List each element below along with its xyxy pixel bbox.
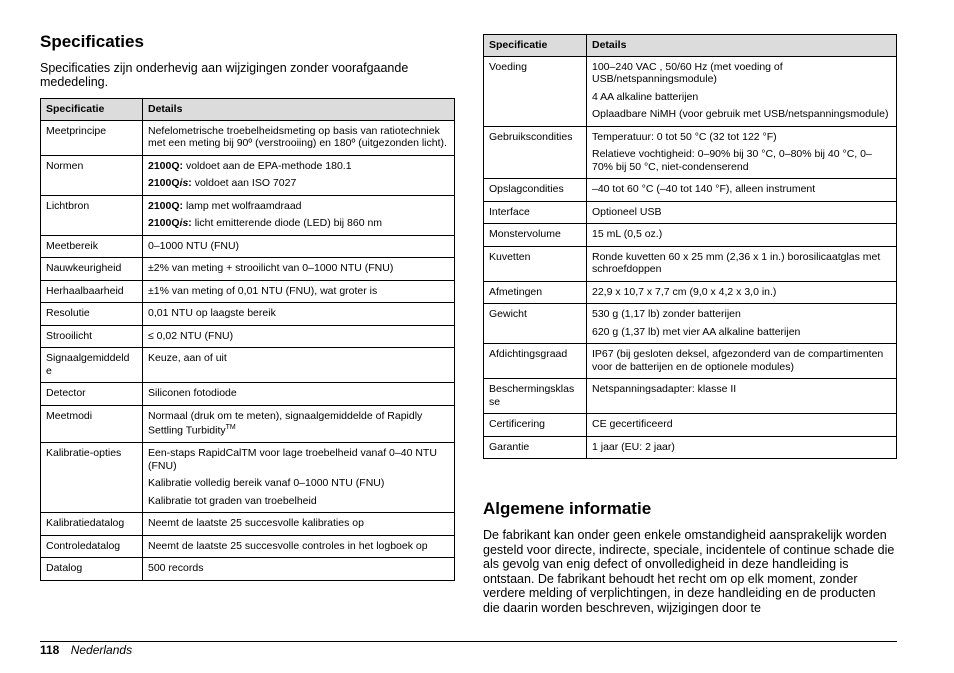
table-row [41,405,455,443]
spec-details [143,348,455,383]
table-header-row [484,35,897,57]
spec-details [143,235,455,258]
detail-line [592,286,892,299]
table-row [484,281,897,304]
spec-table-right [483,34,897,459]
footer-language: Nederlands [70,643,133,657]
detail-text: Relatieve vochtigheid: 0–90% bij 30 °C, 0–80% bij 40 °C, 0–70% bij 50 °C, niet-condenserend [592,148,872,173]
spec-name: Gebruikscondities [484,126,587,179]
spec-name: Kalibratiedatalog [41,513,143,536]
header-spec: Specificatie [484,35,587,57]
detail-text: Temperatuur: 0 tot 50 °C (32 tot 122 °F) [592,130,777,143]
table-row [41,443,455,513]
spec-name: Nauwkeurigheid [41,258,143,281]
footer-divider [40,641,897,642]
detail-text: 530 g (1,17 lb) zonder batterijen [592,308,741,320]
spec-details [143,155,455,195]
detail-text: 1 jaar (EU: 2 jaar) [592,440,675,453]
spec-details [587,379,897,414]
table-row [484,56,897,126]
spec-details [587,179,897,202]
table-row [484,414,897,437]
detail-line [148,160,450,173]
table-header-row [41,99,455,121]
spec-name: Certificering [484,414,587,437]
detail-text: voldoet aan ISO 7027 [191,177,297,189]
model-label: 2100Q: [148,199,184,212]
model-suffix: is [179,177,189,189]
detail-text: 22,9 x 10,7 x 7,7 cm (9,0 x 4,2 x 3,0 in.) [592,285,777,298]
detail-line [592,91,892,104]
spec-name: Voeding [484,56,587,126]
detail-text: Siliconen fotodiode [148,387,237,399]
detail-text: Keuze, aan of uit [148,352,227,364]
spec-details [587,56,897,126]
detail-line [148,517,450,530]
section-title-general: Algemene informatie [483,499,652,518]
detail-line [592,206,892,219]
detail-text: Nefelometrische troebelheidsmeting op basis van ratiotechniek met een meting bij 90º (verstrooiing) en 180º (uitgezonden licht). [148,124,447,149]
spec-name: Kuvetten [484,246,587,281]
model-suffix: is [179,217,189,229]
detail-line [592,61,892,86]
detail-text: lamp met wolfraamdraad [183,199,302,212]
trademark-mark: TM [225,424,236,431]
table-row [41,120,455,155]
detail-line [592,326,892,339]
spec-details [143,383,455,406]
detail-text: Normaal (druk om te meten), signaalgemiddelde of Rapidly Settling Turbidity [148,409,423,437]
table-row [41,383,455,406]
page-title: Specificaties [40,32,144,51]
spec-details [587,281,897,304]
table-row [484,344,897,379]
table-row [41,280,455,303]
table-row [41,535,455,558]
detail-line [148,217,450,230]
spec-details [143,443,455,513]
general-info-text: De fabrikant kan onder geen enkele omstandigheid aansprakelijk worden gesteld voor directe, indirecte, speciale, incidentele of continue schade die als gevolg van enig defect of onvolledigheid in deze handleiding is ontstaan. De fabrikant behoudt het recht om op elk moment, zonder verdere melding of verplichtingen, in deze handleiding en de producten die daarin worden beschreven, wijzigingen door te [483,528,895,615]
table-row [484,436,897,459]
table-row [484,304,897,344]
table-row [41,155,455,195]
spec-name: Meetprincipe [41,120,143,155]
spec-name: Meetbereik [41,235,143,258]
spec-details [143,120,455,155]
detail-line [148,562,450,575]
spec-name: Herhaalbaarheid [41,280,143,303]
spec-details [143,258,455,281]
spec-name: Interface [484,201,587,224]
table-row [41,195,455,235]
detail-line [148,285,450,298]
model-colon: : [188,177,192,189]
detail-line [148,177,450,190]
spec-details [587,224,897,247]
spec-name: Kalibratie-opties [41,443,143,513]
spec-details [587,201,897,224]
detail-text: 15 mL (0,5 oz.) [592,228,663,240]
spec-name: Detector [41,383,143,406]
spec-name: Signaalgemiddeld e [41,348,143,383]
header-details: Details [143,99,455,121]
detail-text: Ronde kuvetten 60 x 25 mm (2,36 x 1 in.) borosilicaatglas met schroefdoppen [592,250,881,275]
footer [40,643,132,657]
header-spec: Specificatie [41,99,143,121]
detail-line [148,200,450,213]
detail-line [148,387,450,400]
detail-line [592,228,892,241]
table-row [484,246,897,281]
detail-line [592,251,892,276]
detail-text: 500 records [148,562,204,574]
detail-text: Kalibratie volledig bereik vanaf 0–1000 NTU (FNU) [148,477,385,489]
detail-text: licht emitterende diode (LED) bij 860 nm [191,217,383,229]
detail-line [148,447,450,472]
detail-text: IP67 (bij gesloten deksel, afgezonderd van de compartimenten voor de batterijen en de optionele modules) [592,348,884,373]
header-details: Details [587,35,897,57]
detail-text: CE gecertificeerd [592,418,673,430]
model-label: 2100Q [148,177,180,189]
table-row [41,235,455,258]
table-row [484,379,897,414]
spec-name: Lichtbron [41,195,143,235]
spec-details [587,304,897,344]
spec-details [143,535,455,558]
detail-line [148,262,450,275]
detail-text: Optioneel USB [592,205,662,218]
table-row [41,303,455,326]
table-row [41,513,455,536]
detail-line [148,330,450,343]
detail-line [592,148,892,173]
spec-name: Garantie [484,436,587,459]
detail-line [592,183,892,196]
detail-line [592,441,892,454]
detail-text: 0–1000 NTU (FNU) [148,239,240,252]
spec-details [143,280,455,303]
spec-name: Opslagcondities [484,179,587,202]
detail-text: 620 g (1,37 lb) met vier AA alkaline batterijen [592,325,801,338]
detail-text: 0,01 NTU op laagste bereik [148,307,276,319]
table-row [484,201,897,224]
model-label: 2100Q: [148,159,184,172]
page-number: 118 [40,643,60,657]
model-colon: : [188,217,192,229]
spec-name: Controledatalog [41,535,143,558]
spec-details [143,405,455,443]
detail-line [592,348,892,373]
table-row [484,224,897,247]
detail-text: Een-staps RapidCalTM voor lage troebelheid vanaf 0–40 NTU (FNU) [148,447,437,472]
detail-line [148,495,450,508]
spec-details [587,126,897,179]
detail-line [592,131,892,144]
spec-name: Afdichtingsgraad [484,344,587,379]
detail-text: Kalibratie tot graden van troebelheid [148,494,317,507]
spec-details [587,344,897,379]
detail-line [148,540,450,553]
detail-line [592,108,892,121]
spec-details [143,558,455,581]
spec-name: Datalog [41,558,143,581]
table-row [41,558,455,581]
spec-details [143,303,455,326]
detail-line [592,308,892,321]
table-row [41,348,455,383]
detail-line [592,383,892,396]
detail-line [148,410,450,438]
spec-name: Resolutie [41,303,143,326]
detail-text: Netspanningsadapter: klasse II [592,383,737,395]
table-row [41,325,455,348]
spec-name: Strooilicht [41,325,143,348]
spec-name: Normen [41,155,143,195]
spec-details [143,325,455,348]
intro-text: Specificaties zijn onderhevig aan wijzigingen zonder voorafgaande mededeling. [40,61,409,89]
spec-details [587,436,897,459]
model-label: 2100Q [148,217,180,229]
detail-text: ±1% van meting of 0,01 NTU (FNU), wat groter is [148,284,378,297]
detail-text: Neemt de laatste 25 succesvolle controles in het logboek op [148,539,428,552]
detail-line [148,352,450,365]
detail-text: voldoet aan de EPA-methode 180.1 [183,159,352,172]
table-row [484,179,897,202]
detail-text: –40 tot 60 °C (–40 tot 140 °F), alleen instrument [592,183,816,195]
detail-text: 4 AA alkaline batterijen [592,90,699,103]
detail-text: ≤ 0,02 NTU (FNU) [148,329,234,342]
spec-details [143,513,455,536]
detail-line [592,418,892,431]
detail-text: ±2% van meting + strooilicht van 0–1000 NTU (FNU) [148,262,394,274]
spec-name: Gewicht [484,304,587,344]
spec-details [587,414,897,437]
spec-name: Afmetingen [484,281,587,304]
detail-text: Neemt de laatste 25 succesvolle kalibraties op [148,517,364,529]
spec-name: Meetmodi [41,405,143,443]
spec-table-left [40,98,455,581]
detail-line [148,307,450,320]
table-row [484,126,897,179]
table-row [41,258,455,281]
detail-text: 100–240 VAC , 50/60 Hz (met voeding of USB/netspanningsmodule) [592,60,783,85]
detail-line [148,477,450,490]
spec-name: Monstervolume [484,224,587,247]
spec-details [143,195,455,235]
detail-text: Oplaadbare NiMH (voor gebruik met USB/netspanningsmodule) [592,108,889,120]
spec-name: Beschermingsklas se [484,379,587,414]
detail-line [148,240,450,253]
detail-line [148,125,450,150]
spec-details [587,246,897,281]
